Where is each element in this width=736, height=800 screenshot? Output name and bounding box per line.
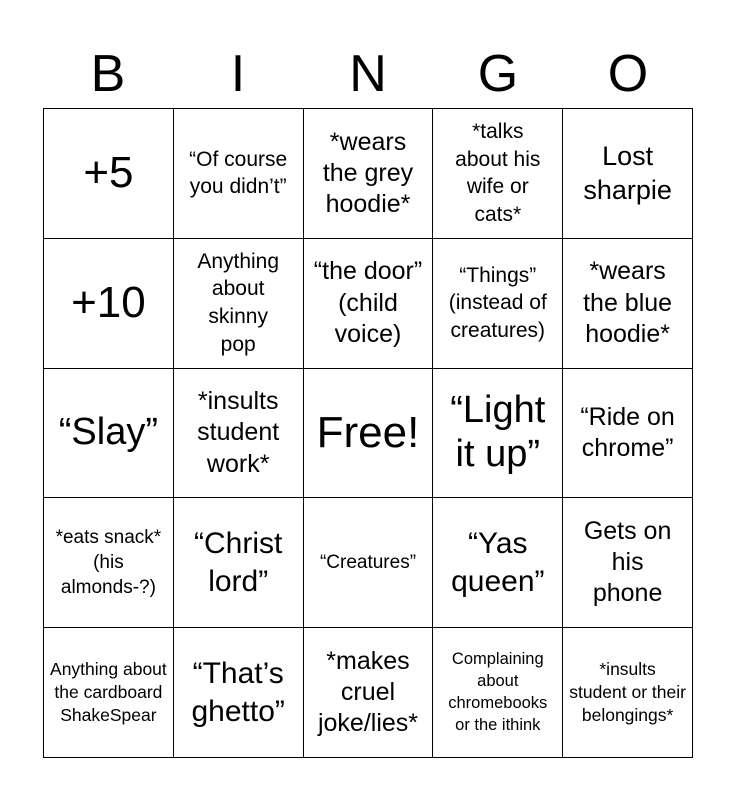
header-letter-o: O <box>607 45 649 103</box>
bingo-cell[interactable] <box>174 369 304 499</box>
cell-text: Lost sharpie <box>583 140 672 206</box>
bingo-cell[interactable] <box>304 628 434 758</box>
cell-text: *wears the blue hoodie* <box>583 257 673 348</box>
cell-text: Free! <box>316 407 420 457</box>
cell-text: Anything about the cardboard ShakeSpear <box>50 658 167 726</box>
bingo-cell[interactable] <box>304 239 434 369</box>
cell-text: *wears the grey hoodie* <box>322 127 414 219</box>
bingo-cell[interactable] <box>563 109 693 239</box>
cell-text: “Yas queen” <box>451 527 545 598</box>
bingo-cell[interactable] <box>304 369 434 499</box>
bingo-cell[interactable] <box>174 109 304 239</box>
bingo-cell[interactable] <box>563 498 693 628</box>
bingo-cell[interactable] <box>174 498 304 628</box>
header-letter-b: B <box>90 45 126 103</box>
bingo-header <box>43 38 693 110</box>
bingo-cell[interactable] <box>563 239 693 369</box>
cell-text: “Ride on chrome” <box>580 402 675 462</box>
bingo-cell[interactable] <box>433 498 563 628</box>
bingo-cell[interactable] <box>433 239 563 369</box>
bingo-cell[interactable] <box>44 498 174 628</box>
bingo-cell[interactable] <box>433 628 563 758</box>
header-letter-g: G <box>477 45 519 103</box>
cell-text: Complaining about chromebooks or the ithink <box>448 649 548 734</box>
bingo-cell[interactable] <box>563 369 693 499</box>
cell-text: “Things” (instead of creatures) <box>448 263 547 343</box>
cell-text: +5 <box>83 148 134 198</box>
cell-text: “Light it up” <box>450 389 546 475</box>
cell-text: “That’s ghetto” <box>191 657 285 728</box>
cell-text: “Creatures” <box>319 552 417 574</box>
cell-text: *insults student work* <box>197 387 280 478</box>
bingo-cell[interactable] <box>44 628 174 758</box>
cell-text: Anything about skinny pop <box>197 249 280 356</box>
cell-text: “Slay” <box>58 411 159 454</box>
bingo-cell[interactable] <box>44 109 174 239</box>
header-letter-i: I <box>230 45 246 103</box>
bingo-cell[interactable] <box>304 498 434 628</box>
bingo-cell[interactable] <box>174 628 304 758</box>
cell-text: “the door” (child voice) <box>313 257 423 348</box>
bingo-board <box>43 108 693 758</box>
cell-text: “Of course you didn’t” <box>189 147 288 199</box>
bingo-cell[interactable] <box>44 239 174 369</box>
cell-text: *talks about his wife or cats* <box>455 119 541 227</box>
cell-text: “Christ lord” <box>194 527 283 598</box>
cell-text: *eats snack* (his almonds-?) <box>55 526 162 599</box>
header-letter-n: N <box>349 45 387 103</box>
bingo-cell[interactable] <box>44 369 174 499</box>
cell-text: +10 <box>71 277 146 327</box>
bingo-cell[interactable] <box>174 239 304 369</box>
cell-text: *makes cruel joke/lies* <box>317 646 419 738</box>
cell-text: Gets on his phone <box>583 516 672 608</box>
bingo-cell[interactable] <box>433 109 563 239</box>
bingo-cell[interactable] <box>433 369 563 499</box>
cell-text: *insults student or their belongings* <box>569 658 686 726</box>
bingo-cell[interactable] <box>563 628 693 758</box>
bingo-cell[interactable] <box>304 109 434 239</box>
